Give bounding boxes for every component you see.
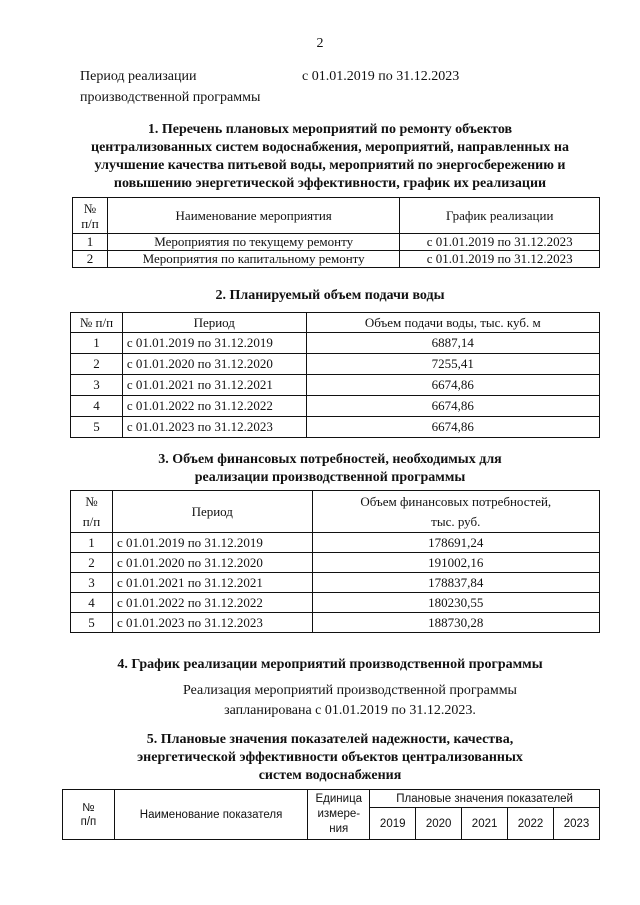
measures-table bbox=[72, 197, 600, 268]
financial-table-header bbox=[71, 491, 600, 533]
table-row bbox=[71, 417, 600, 438]
row-num: 5 bbox=[71, 613, 113, 633]
row-measure: Мероприятия по капитальному ремонту bbox=[107, 251, 399, 268]
row-num: 2 bbox=[73, 251, 108, 268]
header-planned-values: Плановые значения показателей bbox=[370, 790, 600, 808]
period-value: с 01.01.2019 по 31.12.2023 bbox=[302, 69, 460, 84]
header-num-line1: № bbox=[82, 801, 95, 814]
section5-title-line3: систем водоснабжения bbox=[258, 768, 402, 783]
header-unit-line3: ния bbox=[329, 823, 349, 835]
header-num-line1: № bbox=[83, 200, 97, 216]
row-num: 1 bbox=[71, 533, 113, 553]
header-unit-line2: измере- bbox=[317, 808, 361, 820]
section4-text bbox=[40, 681, 640, 721]
table-row bbox=[71, 613, 600, 633]
section1-title-line3: улучшение качества питьевой воды, мероприятий по энергосбережению и bbox=[94, 158, 566, 173]
row-amount: 178837,84 bbox=[312, 573, 599, 593]
row-period: с 01.01.2019 по 31.12.2019 bbox=[112, 533, 312, 553]
row-amount: 180230,55 bbox=[312, 593, 599, 613]
table-row bbox=[71, 593, 600, 613]
header-num bbox=[63, 790, 115, 840]
header-volume: Объем подачи воды, тыс. куб. м bbox=[306, 313, 599, 333]
table-row bbox=[71, 553, 600, 573]
row-measure: Мероприятия по текущему ремонту bbox=[107, 234, 399, 251]
row-num: 1 bbox=[73, 234, 108, 251]
row-num: 2 bbox=[71, 354, 123, 375]
period-label bbox=[80, 66, 260, 108]
header-year: 2020 bbox=[416, 808, 462, 840]
header-period: Период bbox=[122, 313, 306, 333]
section3-title-line1: 3. Объем финансовых потребностей, необходимых для bbox=[158, 452, 502, 467]
row-num: 4 bbox=[71, 593, 113, 613]
measures-table-header bbox=[73, 198, 600, 234]
table-row bbox=[71, 333, 600, 354]
section4-text-line2: запланирована с 01.01.2019 по 31.12.2023. bbox=[224, 703, 476, 718]
row-period: с 01.01.2019 по 31.12.2019 bbox=[122, 333, 306, 354]
section5-title-line2: энергетической эффективности объектов централизованных bbox=[137, 750, 523, 765]
period-label-line2: производственной программы bbox=[80, 90, 261, 105]
table-row bbox=[71, 375, 600, 396]
header-period: Период bbox=[112, 491, 312, 533]
table-row bbox=[71, 354, 600, 375]
table-row bbox=[73, 234, 600, 251]
indicators-table bbox=[62, 789, 600, 840]
financial-needs-table bbox=[70, 490, 600, 633]
row-period: с 01.01.2022 по 31.12.2022 bbox=[112, 593, 312, 613]
section4-text-line1: Реализация мероприятий производственной программы bbox=[183, 683, 517, 698]
header-financial-needs bbox=[312, 491, 599, 533]
row-amount: 188730,28 bbox=[312, 613, 599, 633]
section5-title-line1: 5. Плановые значения показателей надежности, качества, bbox=[146, 732, 514, 747]
header-schedule: График реализации bbox=[400, 198, 600, 234]
row-num: 3 bbox=[71, 375, 123, 396]
header-fin-line1: Объем финансовых потребностей, bbox=[360, 493, 552, 509]
row-schedule: с 01.01.2019 по 31.12.2023 bbox=[400, 234, 600, 251]
row-volume: 6674,86 bbox=[306, 417, 599, 438]
section3-title-line2: реализации производственной программы bbox=[194, 470, 466, 485]
header-unit-line1: Единица bbox=[315, 793, 363, 805]
section1-title-line1: 1. Перечень плановых мероприятий по ремонту объектов bbox=[147, 122, 513, 137]
row-period: с 01.01.2021 по 31.12.2021 bbox=[112, 573, 312, 593]
row-volume: 7255,41 bbox=[306, 354, 599, 375]
row-num: 2 bbox=[71, 553, 113, 573]
section3-title bbox=[60, 451, 600, 487]
header-num bbox=[73, 198, 108, 234]
row-volume: 6887,14 bbox=[306, 333, 599, 354]
header-year: 2019 bbox=[370, 808, 416, 840]
water-supply-table bbox=[70, 312, 600, 438]
row-schedule: с 01.01.2019 по 31.12.2023 bbox=[400, 251, 600, 268]
row-volume: 6674,86 bbox=[306, 375, 599, 396]
row-period: с 01.01.2021 по 31.12.2021 bbox=[122, 375, 306, 396]
section5-title bbox=[60, 731, 600, 785]
section1-title bbox=[60, 121, 600, 193]
section4-title: 4. График реализации мероприятий производственной программы bbox=[117, 657, 543, 672]
row-num: 5 bbox=[71, 417, 123, 438]
header-year: 2023 bbox=[554, 808, 600, 840]
header-year: 2021 bbox=[462, 808, 508, 840]
section1-title-line4: повышению энергетической эффективности, график их реализации bbox=[113, 176, 547, 191]
header-num-line2: п/п bbox=[81, 215, 99, 231]
row-amount: 178691,24 bbox=[312, 533, 599, 553]
indicators-table-header-row1 bbox=[63, 790, 600, 808]
row-period: с 01.01.2023 по 31.12.2023 bbox=[112, 613, 312, 633]
page-number: 2 bbox=[316, 36, 324, 51]
row-num: 3 bbox=[71, 573, 113, 593]
row-num: 1 bbox=[71, 333, 123, 354]
section2-title: 2. Планируемый объем подачи воды bbox=[215, 288, 445, 303]
row-period: с 01.01.2020 по 31.12.2020 bbox=[112, 553, 312, 573]
header-unit bbox=[308, 790, 370, 840]
header-num-line2: п/п bbox=[82, 513, 101, 529]
row-amount: 191002,16 bbox=[312, 553, 599, 573]
header-num-line2: п/п bbox=[80, 815, 97, 828]
header-indicator-name: Наименование показателя bbox=[114, 790, 307, 840]
table-row bbox=[73, 251, 600, 268]
period-label-line1: Период реализации bbox=[80, 69, 197, 84]
header-num bbox=[71, 491, 113, 533]
row-num: 4 bbox=[71, 396, 123, 417]
row-period: с 01.01.2020 по 31.12.2020 bbox=[122, 354, 306, 375]
table-row bbox=[71, 573, 600, 593]
row-volume: 6674,86 bbox=[306, 396, 599, 417]
header-fin-line2: тыс. руб. bbox=[431, 513, 481, 529]
header-measure-name: Наименование мероприятия bbox=[107, 198, 399, 234]
row-period: с 01.01.2022 по 31.12.2022 bbox=[122, 396, 306, 417]
table-row bbox=[71, 533, 600, 553]
section1-title-line2: централизованных систем водоснабжения, мероприятий, направленных на bbox=[91, 140, 569, 155]
water-table-header bbox=[71, 313, 600, 333]
row-period: с 01.01.2023 по 31.12.2023 bbox=[122, 417, 306, 438]
header-year: 2022 bbox=[508, 808, 554, 840]
table-row bbox=[71, 396, 600, 417]
header-num: № п/п bbox=[71, 313, 123, 333]
header-num-line1: № bbox=[85, 493, 98, 509]
